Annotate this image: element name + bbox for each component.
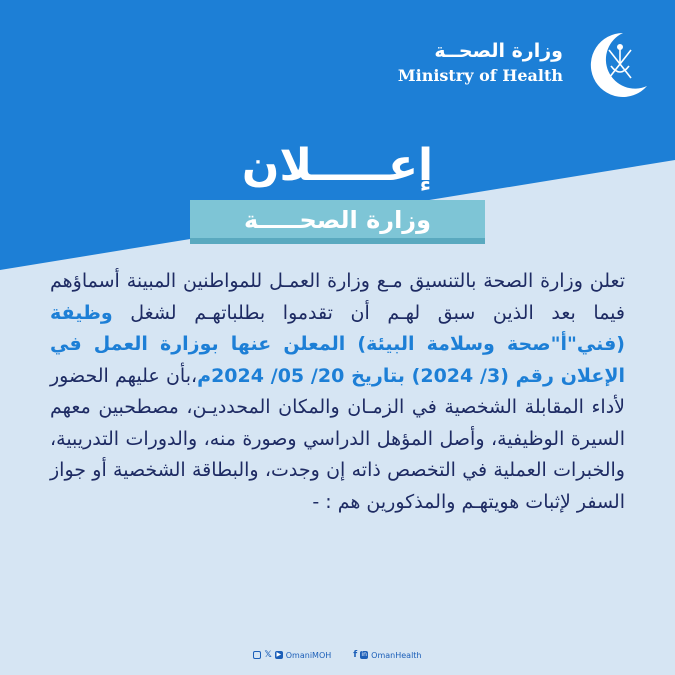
ribbon-label: وزارة الصحـــــة <box>243 206 432 234</box>
social-handle-omanhealth[interactable]: OmanHealth <box>371 650 422 660</box>
x-icon[interactable]: 𝕏 <box>264 650 272 660</box>
body-text-part-1: تعلن وزارة الصحة بالتنسيق مـع وزارة العمـل للمواطنين المبينة أسماؤهم فيما بعد الذين سبق لهـم أن تقدموا بطلباتهـم لشغل <box>50 270 625 324</box>
social-handle-omanimoh[interactable]: OmaniMOH <box>285 650 332 660</box>
social-group-1 <box>253 651 331 660</box>
instagram-icon[interactable] <box>253 651 261 659</box>
linkedin-icon[interactable]: in <box>361 651 367 658</box>
body-highlight: وظيفة (فني"أ"صحة وسلامة البيئة) المعلن عنها بوزارة العمل في الإعلان رقم (3/ 2024) بتاريخ 20/ 05/ 2024م <box>50 301 625 387</box>
body-text-part-2: ،بأن عليهم الحضور لأداء المقابلة الشخصية في الزمـان والمكان المحدديـن، مصطحبين معهم السيرة الوظيفية، وأصل المؤهل الدراسي وصورة منه، والدورات التدريبية، والخبرات العملية في التخصص ذاته إن وجدت، والبطاقة الشخصية أو جواز السفر لإثبات هويتهـم والمذكورين هم : - <box>50 364 625 513</box>
announcement-title: إعـــــلان <box>241 140 434 191</box>
social-group-2 <box>353 651 421 660</box>
social-footer <box>0 648 675 662</box>
announcement-body <box>50 266 625 518</box>
ministry-crescent-emblem <box>585 30 655 100</box>
ministry-name-arabic: وزارة الصحــة <box>434 40 563 62</box>
facebook-icon[interactable]: f <box>353 650 358 660</box>
ministry-name-english: Ministry of Health <box>397 66 563 85</box>
youtube-icon[interactable]: ▶ <box>276 651 282 658</box>
